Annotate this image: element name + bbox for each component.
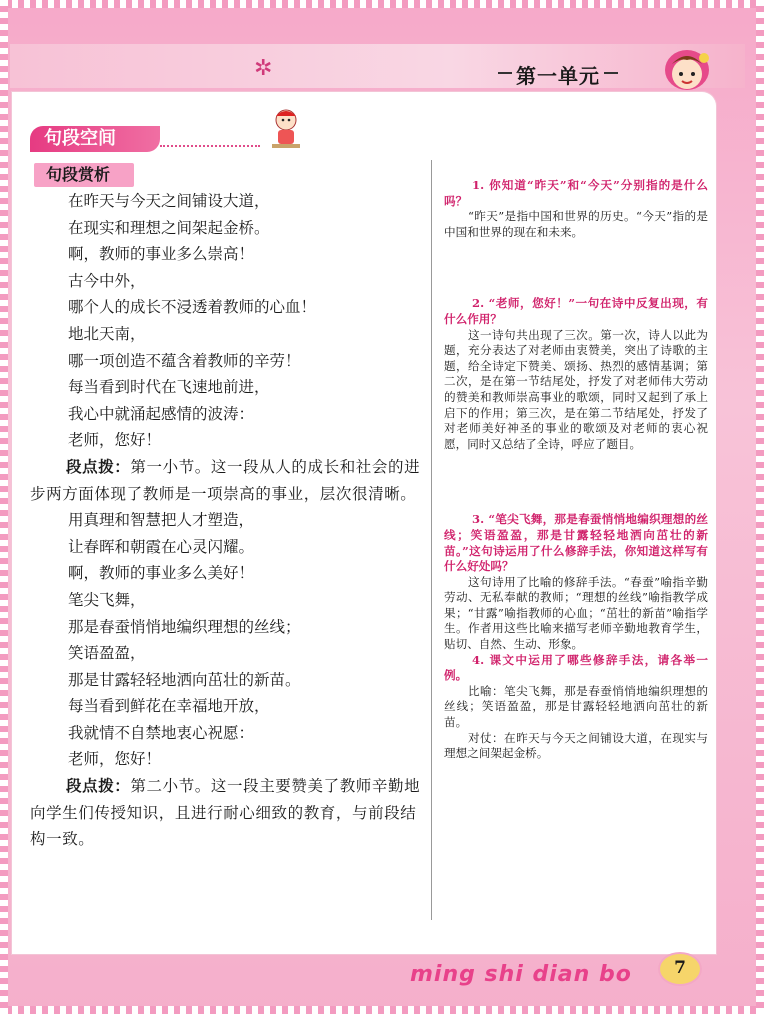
poem-line: 古今中外， bbox=[68, 271, 146, 290]
poem-line: 老师，您好！ bbox=[68, 750, 162, 769]
paragraph-comment bbox=[30, 773, 430, 853]
poem-line: 让春晖和朝霞在心灵闪耀。 bbox=[68, 537, 255, 556]
note-question: 4. 课文中运用了哪些修辞手法，请各举一例。 bbox=[444, 652, 708, 683]
note-answer: 对仗：在昨天与今天之间铺设大道，在现实与理想之间架起金桥。 bbox=[444, 730, 708, 761]
note-question: 3. “笔尖飞舞，那是春蚕悄悄地编织理想的丝线；笑语盈盈，那是甘露轻轻地洒向茁壮的新苗。”这句诗运用了什么修辞手法，你知道这样写有什么好处吗？ bbox=[444, 512, 708, 574]
paragraph-comment bbox=[30, 454, 430, 507]
poem-line: 每当看到鲜花在幸福地开放， bbox=[68, 697, 270, 716]
column-divider bbox=[431, 160, 432, 920]
page-number: 7 bbox=[674, 958, 686, 978]
poem-line: 那是春蚕悄悄地编织理想的丝线； bbox=[68, 617, 301, 636]
poem-line: 哪一项创造不蕴含着教师的辛劳！ bbox=[68, 351, 301, 370]
poem-line: 那是甘露轻轻地洒向茁壮的新苗。 bbox=[68, 670, 301, 689]
note-item bbox=[444, 296, 708, 452]
left-border bbox=[0, 0, 8, 1014]
poem-line: 每当看到时代在飞速地前进， bbox=[68, 378, 270, 397]
poem-line: 我心中就涌起感情的波涛： bbox=[68, 404, 255, 423]
comment-text: 第一小节。这一段从人的成长和社会的进步两方面体现了教师是一项崇高的事业，层次很清晰。 bbox=[30, 457, 421, 503]
right-border bbox=[756, 0, 764, 1014]
note-answer: 这一诗句共出现了三次。第一次，诗人以此为题，充分表达了对老师由衷赞美，突出了诗歌的主题，给全诗定下赞美、颂扬、热烈的感情基调；第二次，是在第一节结尾处，抒发了对老师伟大劳动的赞美和教师崇高事业的歌颂，同时又起到了承上启下的作用；第三次，是在第二节结尾处，抒发了对老师美好神圣的事业的歌颂及对老师的衷心祝愿，同时又总结了全诗，呼应了题目。 bbox=[444, 327, 708, 451]
comment-label: 段点拨： bbox=[66, 456, 131, 476]
poem-line: 老师，您好！ bbox=[68, 431, 162, 450]
poem-line: 哪个人的成长不浸透着教师的心血！ bbox=[68, 298, 317, 317]
note-item bbox=[444, 653, 708, 762]
comment-label: 段点拨： bbox=[66, 776, 131, 796]
poem-line: 地北天南， bbox=[68, 324, 146, 343]
pinwheel-icon: ✲ bbox=[254, 56, 273, 81]
poem-line: 笔尖飞舞， bbox=[68, 590, 146, 609]
unit-title: 第一单元 bbox=[516, 60, 600, 89]
note-answer: 比喻：笔尖飞舞，那是春蚕悄悄地编织理想的丝线；笑语盈盈，那是甘露轻轻地洒向茁壮的新苗。 bbox=[444, 683, 708, 730]
footer-pinyin: ming shi dian bo bbox=[410, 962, 632, 987]
note-answer: 这句诗用了比喻的修辞手法。“春蚕”喻指辛勤劳动、无私奉献的教师；“理想的丝线”喻指教学成果；“甘露”喻指教师的心血；“茁壮的新苗”喻指学生。作者用这些比喻来描写老师辛勤地教育学生，贴切、自然、生动、形象。 bbox=[444, 574, 708, 652]
poem-line: 用真理和智慧把人才塑造， bbox=[68, 511, 255, 530]
section-title: 句段空间 bbox=[30, 126, 160, 152]
comment-text: 第二小节。这一段主要赞美了教师辛勤地向学生们传授知识，且进行耐心细致的教育，与前段结构一致。 bbox=[30, 777, 421, 849]
note-question: 1. 你知道“昨天”和“今天”分别指的是什么吗？ bbox=[444, 178, 708, 208]
note-question: 2. “老师，您好！”一句在诗中反复出现，有什么作用？ bbox=[444, 296, 708, 326]
top-border bbox=[0, 0, 764, 8]
bottom-border bbox=[0, 1006, 764, 1014]
page-number-badge bbox=[660, 954, 700, 984]
notes-column bbox=[444, 178, 708, 762]
note-item bbox=[444, 512, 708, 652]
boy-mascot-icon bbox=[264, 106, 308, 154]
section-dotted-line bbox=[160, 145, 260, 147]
poem-line: 啊，教师的事业多么美好！ bbox=[68, 564, 255, 583]
note-item bbox=[444, 178, 708, 240]
poem-line: 在现实和理想之间架起金桥。 bbox=[68, 218, 270, 237]
poem-line: 笑语盈盈， bbox=[68, 644, 146, 663]
poem-line: 在昨天与今天之间铺设大道， bbox=[68, 192, 270, 210]
poem-line: 我就情不自禁地衷心祝愿： bbox=[68, 723, 255, 742]
header-band bbox=[10, 44, 745, 88]
poem-line: 啊，教师的事业多么崇高！ bbox=[68, 245, 255, 264]
note-answer: “昨天”是指中国和世界的历史。“今天”指的是中国和世界的现在和未来。 bbox=[444, 209, 708, 239]
subsection-title: 句段赏析 bbox=[34, 163, 134, 187]
poem-text bbox=[30, 188, 430, 853]
